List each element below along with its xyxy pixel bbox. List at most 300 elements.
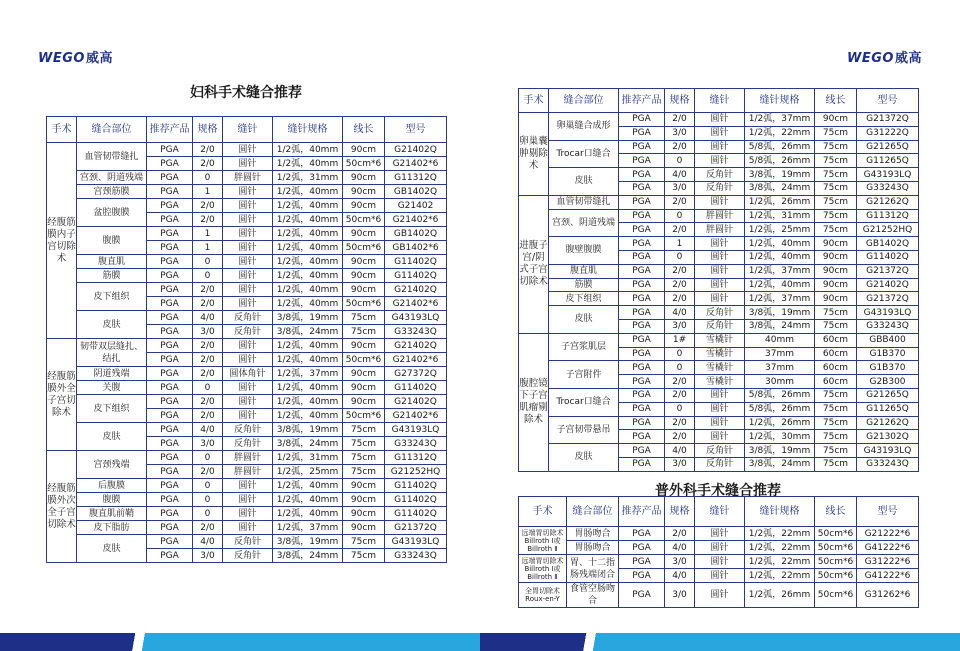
cell-size: 2/0 [665, 527, 695, 541]
cell-site: 腹直肌 [77, 255, 147, 269]
col-header-product: 推荐产品 [619, 497, 665, 527]
cell-model: G11402Q [385, 479, 447, 493]
cell-length: 75cm [343, 549, 385, 563]
cell-model: G21372Q [857, 113, 919, 127]
gyn-suture-table-2 [518, 88, 919, 472]
gyn-section-title: 妇科手术缝合推荐 [190, 85, 302, 101]
right-page [480, 0, 960, 651]
cell-site: 腹膜 [77, 227, 147, 255]
cell-product: PGA [619, 278, 665, 292]
cell-needle-spec: 5/8弧，26mm [745, 402, 815, 416]
cell-size: 2/0 [665, 375, 695, 389]
cell-product: PGA [147, 423, 193, 437]
cell-length: 50cm*6 [815, 541, 857, 555]
cell-size: 2/0 [665, 278, 695, 292]
cell-length: 60cm [815, 333, 857, 347]
cell-product: PGA [619, 430, 665, 444]
cell-size: 1 [665, 237, 695, 251]
cell-site: 皮肤 [77, 535, 147, 563]
cell-model: G21372Q [385, 521, 447, 535]
cell-needle-spec: 1/2弧，22mm [745, 555, 815, 569]
cell-needle: 圆针 [223, 283, 273, 297]
gen-section-title: 普外科手术缝合推荐 [655, 483, 781, 499]
cell-needle: 圆针 [223, 157, 273, 171]
cell-site: 子宫韧带悬吊 [549, 416, 619, 444]
cell-length: 90cm [343, 507, 385, 521]
cell-needle: 雪橇针 [695, 347, 745, 361]
cell-needle: 圆针 [695, 264, 745, 278]
cell-model: G21402Q [385, 339, 447, 353]
cell-product: PGA [147, 241, 193, 255]
cell-product: PGA [147, 549, 193, 563]
table-row [47, 423, 447, 437]
cell-length: 90cm [815, 264, 857, 278]
cell-needle-spec: 1/2弧，40mm [273, 143, 343, 157]
cell-model: G21402Q [385, 283, 447, 297]
cell-size: 2/0 [193, 465, 223, 479]
cell-model: G11402Q [385, 493, 447, 507]
cell-needle-spec: 1/2弧，40mm [273, 227, 343, 241]
cell-needle: 反角针 [695, 457, 745, 471]
cell-size: 2/0 [665, 140, 695, 154]
cell-model: G21372Q [857, 264, 919, 278]
cell-site: 皮下组织 [77, 283, 147, 311]
cell-model: G2B300 [857, 375, 919, 389]
col-header-model: 型号 [857, 89, 919, 113]
cell-product: PGA [147, 437, 193, 451]
cell-length: 90cm [343, 367, 385, 381]
cell-needle: 圆针 [223, 227, 273, 241]
cell-needle-spec: 1/2弧，37mm [745, 264, 815, 278]
cell-size: 4/0 [665, 569, 695, 583]
cell-model: G21262Q [857, 416, 919, 430]
cell-length: 50cm*6 [815, 527, 857, 541]
cell-size: 2/0 [193, 353, 223, 367]
cell-size: 0 [665, 209, 695, 223]
cell-length: 75cm [815, 416, 857, 430]
cell-size: 2/0 [665, 388, 695, 402]
cell-model: G31222Q [857, 126, 919, 140]
table-row [47, 381, 447, 395]
cell-size: 2/0 [665, 292, 695, 306]
table-row [519, 527, 919, 541]
cell-needle-spec: 1/2弧，40mm [273, 213, 343, 227]
table-row [47, 185, 447, 199]
cell-length: 75cm [815, 181, 857, 195]
cell-needle-spec: 1/2弧，31mm [745, 209, 815, 223]
cell-model: G31262*6 [857, 583, 919, 608]
cell-length: 75cm [343, 325, 385, 339]
cell-model: G21402Q [385, 143, 447, 157]
cell-surgery: 腹腔镜下子宫肌瘤剔除术 [519, 333, 549, 471]
cell-needle-spec: 1/2弧，40mm [273, 283, 343, 297]
cell-needle: 圆针 [695, 292, 745, 306]
cell-length: 50cm*6 [343, 353, 385, 367]
cell-needle-spec: 30mm [745, 375, 815, 389]
table-row [47, 171, 447, 185]
cell-needle-spec: 37mm [745, 361, 815, 375]
cell-needle-spec: 1/2弧，37mm [273, 367, 343, 381]
cell-site: 筋膜 [549, 278, 619, 292]
table-row [519, 278, 919, 292]
cell-needle-spec: 1/2弧，31mm [273, 171, 343, 185]
cell-size: 3/0 [665, 555, 695, 569]
col-header-site: 缝合部位 [567, 497, 619, 527]
cell-product: PGA [619, 250, 665, 264]
cell-product: PGA [147, 269, 193, 283]
cell-product: PGA [147, 213, 193, 227]
cell-model: G21402*6 [385, 409, 447, 423]
cell-size: 2/0 [193, 283, 223, 297]
cell-needle: 圆针 [223, 507, 273, 521]
cell-length: 90cm [343, 171, 385, 185]
table-row [47, 451, 447, 465]
cell-model: G21252HQ [385, 465, 447, 479]
cell-model: G33243Q [385, 325, 447, 339]
cell-model: G11265Q [857, 154, 919, 168]
table-row [47, 367, 447, 381]
cell-needle-spec: 1/2弧，40mm [273, 493, 343, 507]
cell-model: G33243Q [857, 319, 919, 333]
cell-model: G11312Q [385, 451, 447, 465]
cell-needle: 圆针 [223, 339, 273, 353]
table-row [519, 555, 919, 569]
cell-size: 4/0 [665, 541, 695, 555]
cell-length: 90cm [343, 283, 385, 297]
cell-needle-spec: 3/8弧，24mm [273, 437, 343, 451]
cell-product: PGA [147, 157, 193, 171]
cell-length: 50cm*6 [343, 241, 385, 255]
cell-needle-spec: 1/2弧，40mm [273, 381, 343, 395]
cell-needle: 反角针 [223, 437, 273, 451]
cell-length: 90cm [343, 143, 385, 157]
table-row [519, 113, 919, 127]
table-header [519, 497, 919, 527]
col-header-needle: 缝针 [695, 89, 745, 113]
cell-size: 0 [193, 171, 223, 185]
cell-site: 腹直肌前鞘 [77, 507, 147, 521]
wego-logo: WEGO威高 [847, 51, 922, 66]
cell-length: 50cm*6 [815, 569, 857, 583]
cell-length: 90cm [343, 255, 385, 269]
cell-needle-spec: 1/2弧，40mm [273, 199, 343, 213]
cell-size: 2/0 [193, 157, 223, 171]
cell-size: 0 [665, 347, 695, 361]
cell-size: 2/0 [193, 143, 223, 157]
cell-model: G21402*6 [385, 213, 447, 227]
cell-needle-spec: 5/8弧，26mm [745, 154, 815, 168]
cell-length: 50cm*6 [343, 157, 385, 171]
cell-length: 75cm [815, 140, 857, 154]
cell-size: 1 [193, 241, 223, 255]
table-row [519, 237, 919, 251]
cell-needle: 圆针 [695, 569, 745, 583]
cell-needle-spec: 1/2弧，37mm [273, 521, 343, 535]
cell-product: PGA [619, 416, 665, 430]
cell-needle-spec: 1/2弧，40mm [273, 157, 343, 171]
table-row [47, 521, 447, 535]
cell-product: PGA [619, 195, 665, 209]
table-row [47, 339, 447, 353]
cell-size: 2/0 [193, 213, 223, 227]
cell-site: 皮肤 [549, 306, 619, 334]
cell-model: G33243Q [385, 549, 447, 563]
cell-product: PGA [147, 143, 193, 157]
cell-model: G21402*6 [385, 297, 447, 311]
table-row [47, 269, 447, 283]
cell-size: 4/0 [193, 311, 223, 325]
cell-model: G33243Q [385, 437, 447, 451]
cell-length: 50cm*6 [815, 555, 857, 569]
cell-surgery: 经腹筋膜内子宫切除术 [47, 143, 77, 339]
cell-model: G41222*6 [857, 569, 919, 583]
cell-product: PGA [147, 409, 193, 423]
cell-needle-spec: 1/2弧，22mm [745, 569, 815, 583]
cell-product: PGA [619, 527, 665, 541]
cell-length: 90cm [343, 269, 385, 283]
cell-needle: 圆针 [223, 353, 273, 367]
cell-model: G27372Q [385, 367, 447, 381]
cell-needle: 圆针 [223, 493, 273, 507]
cell-needle-spec: 1/2弧，26mm [745, 195, 815, 209]
cell-model: G11402Q [385, 507, 447, 521]
cell-product: PGA [147, 185, 193, 199]
cell-model: G41222*6 [857, 541, 919, 555]
cell-size: 4/0 [665, 444, 695, 458]
cell-size: 0 [193, 493, 223, 507]
cell-needle-spec: 1/2弧，25mm [745, 223, 815, 237]
table-row [519, 195, 919, 209]
cell-model: GB1402Q [857, 237, 919, 251]
cell-site: 胃肠吻合 [567, 527, 619, 541]
cell-model: GB1402Q [385, 227, 447, 241]
cell-needle-spec: 3/8弧，24mm [745, 319, 815, 333]
cell-length: 50cm*6 [343, 409, 385, 423]
cell-needle-spec: 1/2弧，40mm [273, 185, 343, 199]
cell-needle: 圆针 [223, 521, 273, 535]
cell-needle-spec: 1/2弧，25mm [273, 465, 343, 479]
table-row [47, 199, 447, 213]
cell-site: 血管韧带缝扎 [549, 195, 619, 209]
col-header-length: 线长 [815, 89, 857, 113]
cell-site: 皮肤 [549, 168, 619, 196]
cell-product: PGA [619, 347, 665, 361]
cell-length: 75cm [343, 423, 385, 437]
table-row [47, 395, 447, 409]
cell-needle: 圆针 [223, 241, 273, 255]
cell-length: 75cm [815, 209, 857, 223]
cell-needle-spec: 40mm [745, 333, 815, 347]
cell-product: PGA [619, 113, 665, 127]
col-header-surgery: 手术 [519, 497, 567, 527]
cell-product: PGA [147, 521, 193, 535]
cell-size: 2/0 [193, 395, 223, 409]
cell-needle: 圆针 [695, 126, 745, 140]
cell-size: 1 [193, 185, 223, 199]
cell-surgery: 全胃切除术Roux-en-Y [519, 583, 567, 608]
table-row [519, 444, 919, 458]
cell-size: 3/0 [193, 437, 223, 451]
cell-model: G11402Q [385, 269, 447, 283]
cell-needle-spec: 5/8弧，26mm [745, 388, 815, 402]
cell-size: 2/0 [665, 416, 695, 430]
cell-product: PGA [147, 297, 193, 311]
cell-needle: 圆针 [223, 199, 273, 213]
cell-needle: 圆针 [223, 381, 273, 395]
cell-length: 60cm [815, 361, 857, 375]
cell-product: PGA [619, 444, 665, 458]
cell-needle: 胖圆针 [695, 223, 745, 237]
col-header-needle-spec: 缝针规格 [745, 497, 815, 527]
cell-product: PGA [619, 402, 665, 416]
cell-site: 子宫浆肌层 [549, 333, 619, 361]
cell-size: 3/0 [665, 126, 695, 140]
cell-product: PGA [619, 292, 665, 306]
cell-length: 60cm [815, 375, 857, 389]
cell-site: 宫颈筋膜 [77, 185, 147, 199]
cell-product: PGA [619, 319, 665, 333]
cell-product: PGA [619, 375, 665, 389]
col-header-needle: 缝针 [223, 117, 273, 143]
cell-product: PGA [619, 333, 665, 347]
cell-size: 2/0 [665, 113, 695, 127]
cell-model: G43193LQ [857, 444, 919, 458]
table-row [519, 388, 919, 402]
cell-model: G11312Q [857, 209, 919, 223]
cell-site: 血管韧带缝扎 [77, 143, 147, 171]
cell-needle-spec: 1/2弧，22mm [745, 527, 815, 541]
table-header [519, 89, 919, 113]
cell-product: PGA [147, 283, 193, 297]
cell-needle: 圆针 [695, 140, 745, 154]
cell-product: PGA [619, 209, 665, 223]
cell-needle: 圆体角针 [223, 367, 273, 381]
cell-site: 宫颈、阴道残端 [77, 171, 147, 185]
cell-needle: 反角针 [695, 168, 745, 182]
cell-product: PGA [147, 395, 193, 409]
cell-product: PGA [619, 154, 665, 168]
cell-needle-spec: 1/2弧，37mm [745, 292, 815, 306]
col-header-model: 型号 [857, 497, 919, 527]
cell-needle-spec: 3/8弧，19mm [745, 444, 815, 458]
cell-product: PGA [147, 451, 193, 465]
cell-size: 1 [193, 227, 223, 241]
col-header-length: 线长 [343, 117, 385, 143]
cell-size: 2/0 [193, 367, 223, 381]
cell-length: 75cm [815, 430, 857, 444]
col-header-size: 规格 [665, 89, 695, 113]
cell-needle: 反角针 [695, 306, 745, 320]
cell-needle: 雪橇针 [695, 375, 745, 389]
cell-model: G11402Q [857, 250, 919, 264]
cell-size: 4/0 [665, 306, 695, 320]
cell-length: 75cm [815, 306, 857, 320]
cell-model: G31222*6 [857, 555, 919, 569]
cell-length: 90cm [343, 339, 385, 353]
cell-needle: 圆针 [223, 395, 273, 409]
cell-product: PGA [147, 171, 193, 185]
cell-model: G11265Q [857, 402, 919, 416]
cell-needle: 圆针 [695, 583, 745, 608]
cell-product: PGA [147, 507, 193, 521]
cell-needle: 反角针 [223, 423, 273, 437]
cell-length: 75cm [343, 437, 385, 451]
right-footer-band [480, 633, 960, 651]
cell-needle: 反角针 [695, 181, 745, 195]
cell-model: G21402Q [385, 395, 447, 409]
cell-length: 90cm [343, 493, 385, 507]
cell-product: PGA [147, 535, 193, 549]
cell-needle-spec: 1/2弧，40mm [745, 250, 815, 264]
cell-product: PGA [147, 227, 193, 241]
cell-surgery: 进腹子宫/阴式子宫切除术 [519, 195, 549, 333]
cell-length: 75cm [815, 388, 857, 402]
cell-product: PGA [147, 493, 193, 507]
cell-length: 75cm [343, 311, 385, 325]
cell-needle-spec: 1/2弧，30mm [745, 430, 815, 444]
col-header-surgery: 手术 [519, 89, 549, 113]
cell-length: 90cm [815, 237, 857, 251]
cell-site: 宫颈残端 [77, 451, 147, 479]
cell-model: GB1402*6 [385, 241, 447, 255]
cell-product: PGA [147, 339, 193, 353]
cell-size: 2/0 [193, 339, 223, 353]
cell-needle: 圆针 [695, 388, 745, 402]
cell-length: 60cm [815, 347, 857, 361]
cell-length: 90cm [343, 199, 385, 213]
cell-product: PGA [147, 465, 193, 479]
cell-length: 75cm [815, 457, 857, 471]
cell-length: 90cm [343, 521, 385, 535]
table-row [47, 479, 447, 493]
cell-needle-spec: 5/8弧，26mm [745, 140, 815, 154]
cell-site: 胃肠吻合 [567, 541, 619, 555]
cell-site: 食管空肠吻合 [567, 583, 619, 608]
cell-surgery: 经腹筋膜外次全子宫切除术 [47, 451, 77, 563]
cell-needle: 圆针 [223, 255, 273, 269]
table-row [519, 306, 919, 320]
cell-site: 皮下组织 [77, 395, 147, 423]
cell-product: PGA [147, 479, 193, 493]
cell-needle-spec: 3/8弧，19mm [745, 306, 815, 320]
table-row [519, 140, 919, 154]
cell-length: 75cm [815, 168, 857, 182]
cell-product: PGA [619, 140, 665, 154]
col-header-site: 缝合部位 [77, 117, 147, 143]
cell-model: G21252HQ [857, 223, 919, 237]
cell-needle-spec: 1/2弧，22mm [745, 541, 815, 555]
cell-model: G21402Q [857, 278, 919, 292]
cell-size: 0 [193, 451, 223, 465]
cell-needle: 圆针 [695, 113, 745, 127]
cell-needle: 胖圆针 [223, 465, 273, 479]
cell-needle-spec: 3/8弧，19mm [745, 168, 815, 182]
cell-length: 75cm [815, 126, 857, 140]
cell-length: 50cm*6 [815, 583, 857, 608]
col-header-length: 线长 [815, 497, 857, 527]
col-header-needle: 缝针 [695, 497, 745, 527]
cell-model: G21265Q [857, 388, 919, 402]
cell-site: 皮肤 [549, 444, 619, 472]
cell-needle: 圆针 [223, 143, 273, 157]
cell-needle-spec: 1/2弧，40mm [273, 395, 343, 409]
cell-product: PGA [619, 569, 665, 583]
table-header [47, 117, 447, 143]
cell-product: PGA [619, 264, 665, 278]
cell-product: PGA [147, 255, 193, 269]
cell-model: G21262Q [857, 195, 919, 209]
cell-length: 90cm [343, 479, 385, 493]
